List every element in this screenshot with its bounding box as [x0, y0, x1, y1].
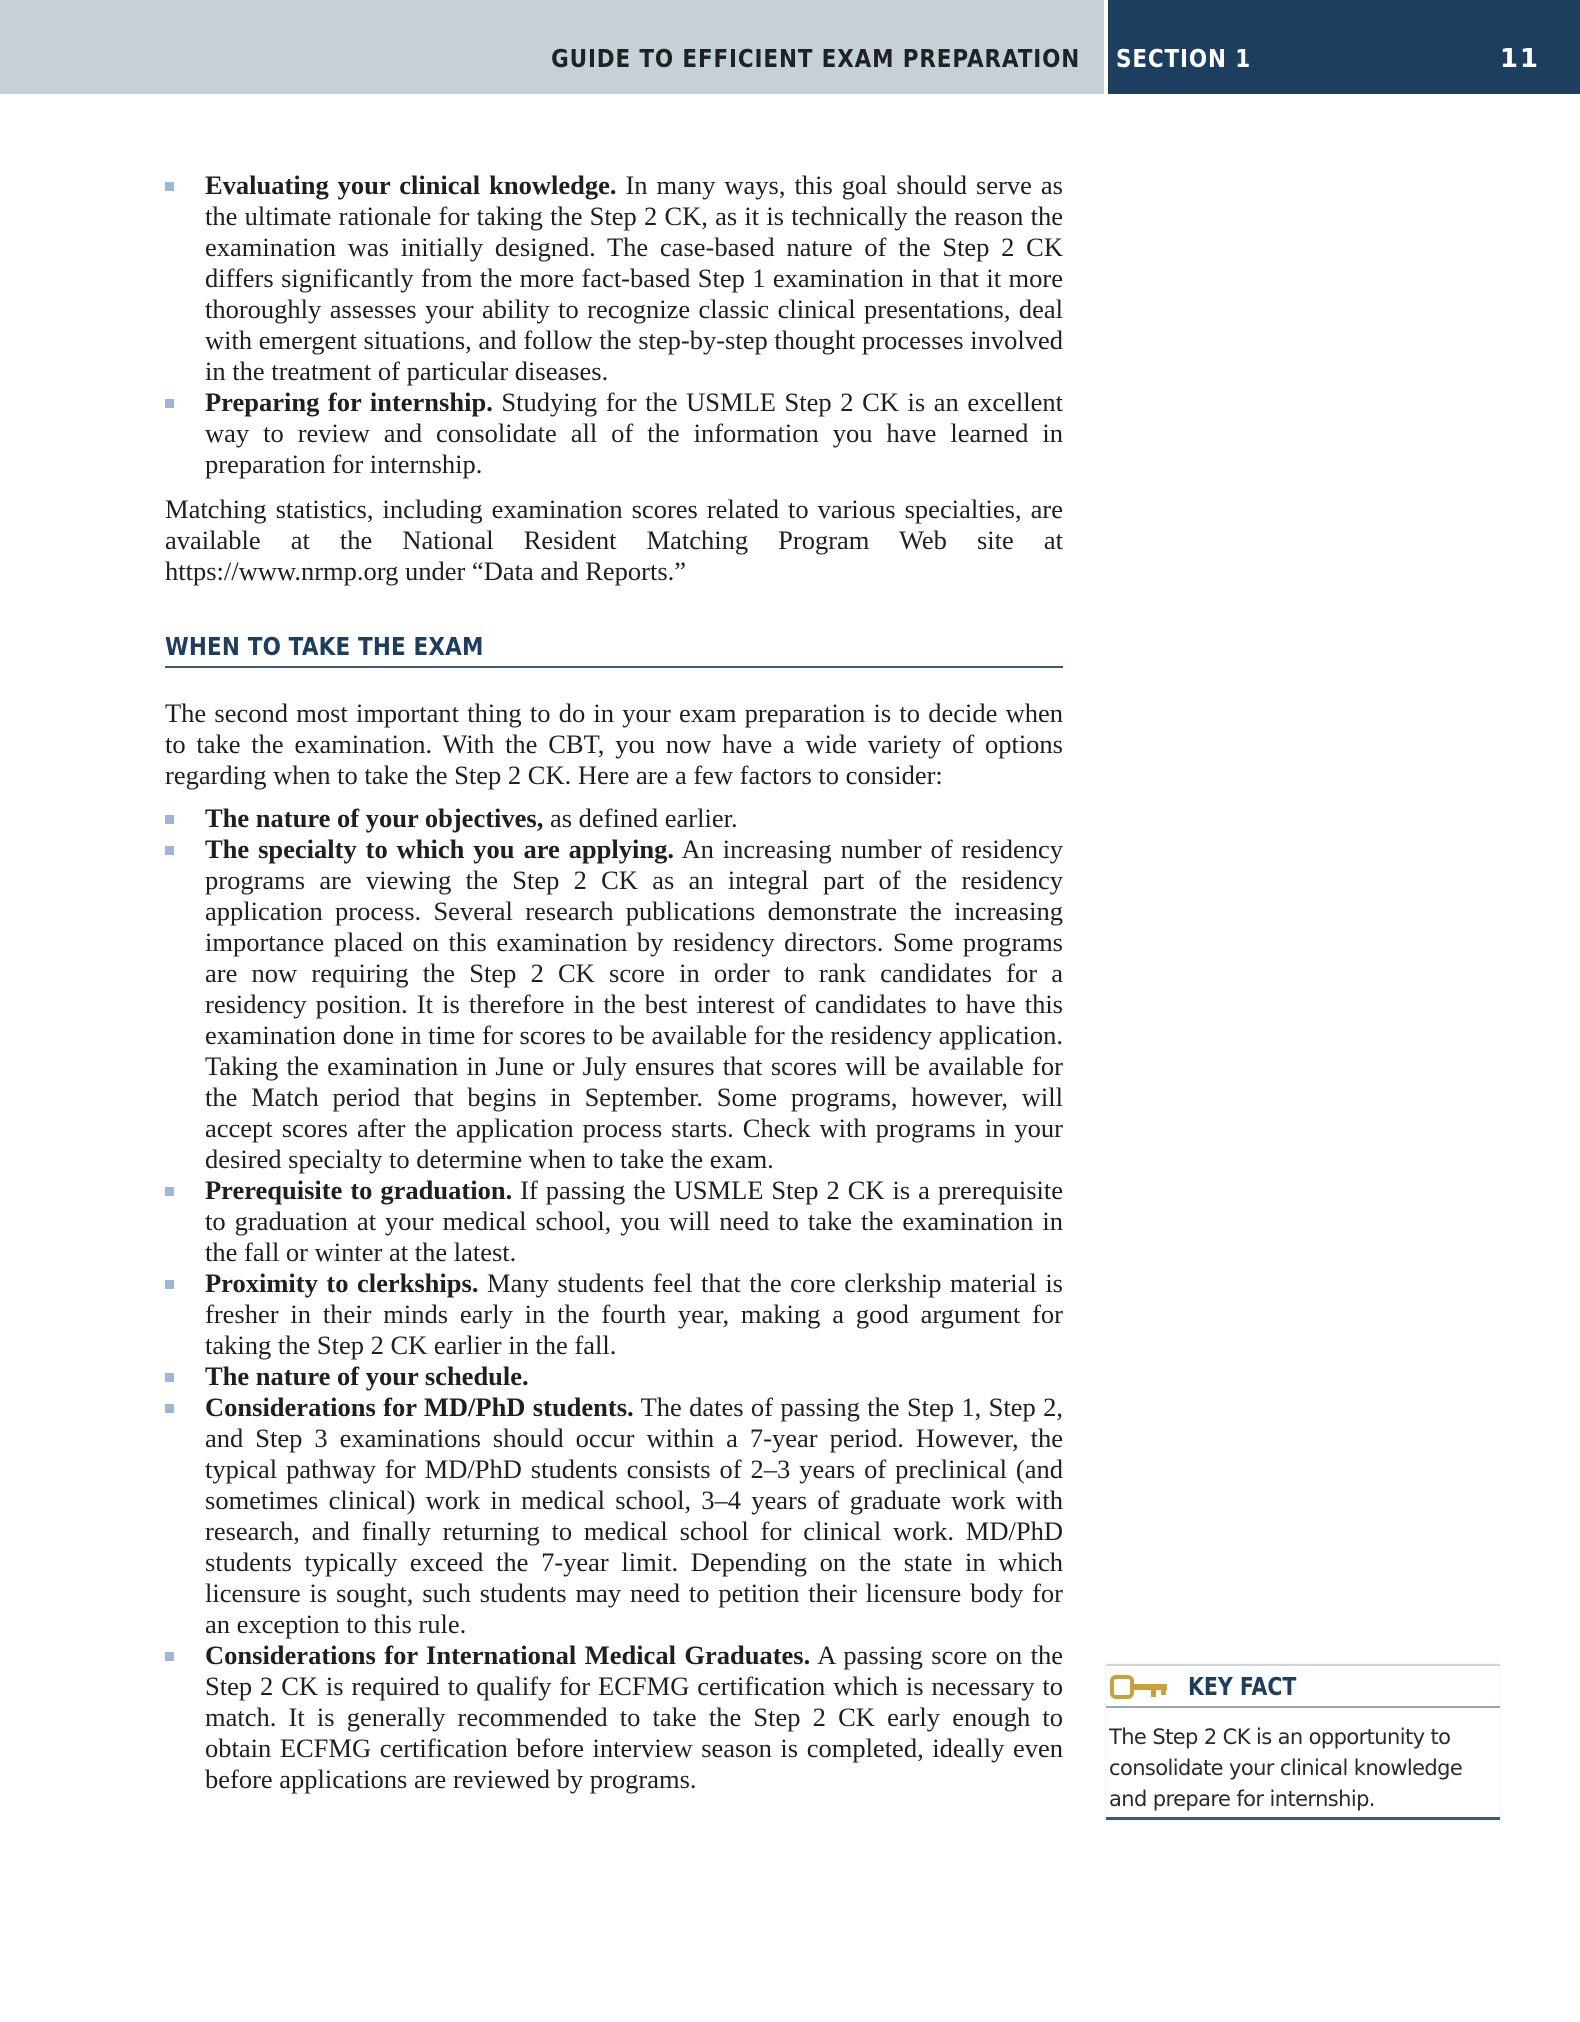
bullet-text: A passing score on the Step 2 CK is required to qualify for ECFMG certification which is necessary to match. It is generally recommended to take the Step 2 CK early enough to obtain ECFMG certification before interview season is completed, ideally even before applications are reviewed by programs.: [205, 1640, 1063, 1794]
square-bullet-icon: [165, 399, 174, 408]
list-item: [165, 170, 1063, 387]
square-bullet-icon: [165, 846, 174, 855]
bullet-text: In many ways, this goal should serve as the ultimate rationale for taking the Step 2 CK, as it is technically the reason the examination was initially designed. The case-based nature of the Step 2 CK differs significantly from the more fact-based Step 1 examination in that it more thoroughly assesses your ability to recognize classic clinical presentations, deal with emergent situations, and follow the step-by-step thought processes involved in the treatment of particular diseases.: [205, 170, 1063, 386]
list-item: [165, 1268, 1063, 1361]
bullet-heading: The specialty to which you are applying.: [205, 834, 674, 864]
bullet-heading: Proximity to clerkships.: [205, 1268, 479, 1298]
square-bullet-icon: [165, 1280, 174, 1289]
square-bullet-icon: [165, 1404, 174, 1413]
bullet-text: If passing the USMLE Step 2 CK is a prerequisite to graduation at your medical school, you will need to take the examination in the fall or winter at the latest.: [205, 1175, 1063, 1267]
bullet-heading: The nature of your schedule.: [205, 1361, 529, 1391]
list-item: [165, 1640, 1063, 1795]
list-item: [165, 1361, 1063, 1392]
bullet-text: Many students feel that the core clerkship material is fresher in their minds early in the fourth year, making a good argument for taking the Step 2 CK earlier in the fall.: [205, 1268, 1063, 1360]
running-title: GUIDE TO EFFICIENT EXAM PREPARATION: [551, 44, 1080, 73]
bullet-heading: The nature of your objectives,: [205, 803, 544, 833]
square-bullet-icon: [165, 1373, 174, 1382]
when-paragraph: The second most important thing to do in your exam preparation is to decide when to take the examination. With the CBT, you now have a wide variety of options regarding when to take the Step 2 CK. Here are a few factors to consider:: [165, 698, 1063, 790]
page-header: [0, 0, 1580, 94]
list-item: [165, 1175, 1063, 1268]
intro-bullet-list: [165, 170, 1063, 480]
bullet-heading: Prerequisite to graduation.: [205, 1175, 513, 1205]
section-label: SECTION 1: [1116, 44, 1252, 73]
square-bullet-icon: [165, 1187, 174, 1196]
main-text-column: [165, 170, 1063, 1795]
list-item: [165, 803, 1063, 834]
list-item: [165, 387, 1063, 480]
key-fact-box: [1106, 1664, 1500, 1820]
square-bullet-icon: [165, 1652, 174, 1661]
square-bullet-icon: [165, 182, 174, 191]
key-icon: [1110, 1674, 1170, 1700]
key-fact-header: [1106, 1666, 1500, 1708]
matching-paragraph: Matching statistics, including examination scores related to various specialties, are available at the National Resident Matching Program Web site at https://www.nrmp.org under “Data and Reports.”: [165, 494, 1063, 586]
bullet-text: Studying for the USMLE Step 2 CK is an excellent way to review and consolidate all of the information you have learned in preparation for internship.: [205, 387, 1063, 479]
key-fact-text: The Step 2 CK is an opportunity to consolidate your clinical knowledge and prepare for internship.: [1109, 1725, 1463, 1811]
bullet-text: The dates of passing the Step 1, Step 2, and Step 3 examinations should occur within a 7-year period. However, the typical pathway for MD/PhD students consists of 2–3 years of preclinical (and sometimes clinical) work in medical school, 3–4 years of graduate work with research, and finally returning to medical school for clinical work. MD/PhD students typically exceed the 7-year limit. Depending on the state in which licensure is sought, such students may need to petition their licensure body for an exception to this rule.: [205, 1392, 1063, 1639]
bullet-heading: Evaluating your clinical knowledge.: [205, 170, 617, 200]
section-heading: [165, 631, 1063, 668]
section-heading-text: WHEN TO TAKE THE EXAM: [165, 632, 484, 661]
factor-bullet-list: [165, 803, 1063, 1795]
key-fact-title: KEY FACT: [1188, 1672, 1297, 1701]
bullet-text: as defined earlier.: [543, 803, 738, 833]
bullet-heading: Considerations for International Medical Graduates.: [205, 1640, 811, 1670]
square-bullet-icon: [165, 815, 174, 824]
bullet-heading: Preparing for internship.: [205, 387, 493, 417]
page-number: 11: [1499, 44, 1540, 74]
bullet-heading: Considerations for MD/PhD students.: [205, 1392, 634, 1422]
bullet-text: An increasing number of residency programs are viewing the Step 2 CK as an integral part of the residency application process. Several research publications demonstrate the increasing importance placed on this examination by residency directors. Some programs are now requiring the Step 2 CK score in order to rank candidates for a residency position. It is therefore in the best interest of candidates to have this examination done in time for scores to be available for the residency application. Taking the examination in June or July ensures that scores will be available for the Match period that begins in September. Some programs, however, will accept scores after the application process starts. Check with programs in your desired specialty to determine when to take the exam.: [205, 834, 1063, 1174]
list-item: [165, 834, 1063, 1175]
list-item: [165, 1392, 1063, 1640]
